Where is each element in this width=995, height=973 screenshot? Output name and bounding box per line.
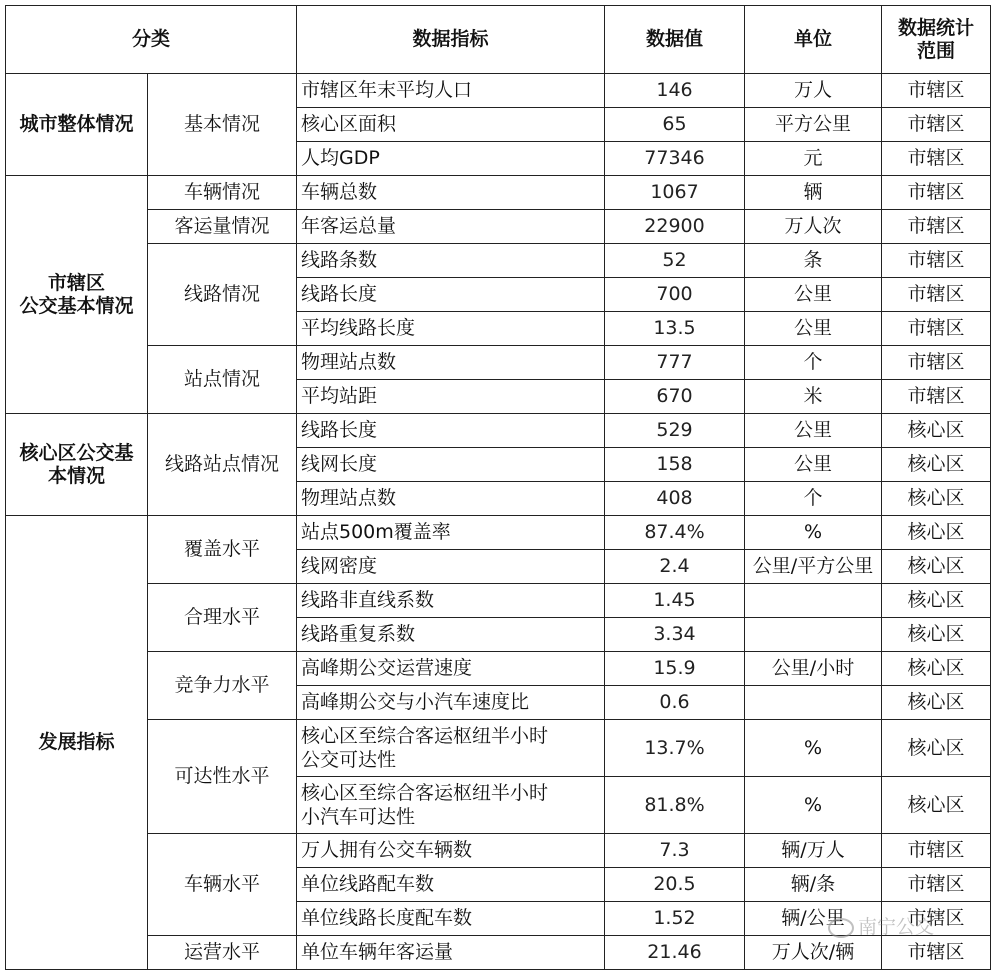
value-cell: 3.34 xyxy=(605,618,745,652)
value-cell: 7.3 xyxy=(605,834,745,868)
table-row xyxy=(6,346,991,380)
value-cell: 1067 xyxy=(605,176,745,210)
indicator-cell: 线路长度 xyxy=(297,278,605,312)
table-row xyxy=(6,176,991,210)
indicator-cell xyxy=(297,720,605,777)
indicator-cell: 人均GDP xyxy=(297,142,605,176)
group-district-line2: 公交基本情况 xyxy=(19,294,134,317)
scope-cell: 核心区 xyxy=(882,482,991,516)
header-indicator: 数据指标 xyxy=(297,6,605,74)
indicator-cell: 年客运总量 xyxy=(297,210,605,244)
watermark-text: 南宁公交 xyxy=(858,916,935,938)
header-unit: 单位 xyxy=(745,6,882,74)
unit-cell xyxy=(745,686,882,720)
scope-cell: 市辖区 xyxy=(882,74,991,108)
unit-cell xyxy=(745,584,882,618)
table-row xyxy=(6,210,991,244)
value-cell: 529 xyxy=(605,414,745,448)
table-row xyxy=(6,74,991,108)
header-scope xyxy=(882,6,991,74)
value-cell: 2.4 xyxy=(605,550,745,584)
unit-cell: 公里 xyxy=(745,278,882,312)
unit-cell: 条 xyxy=(745,244,882,278)
group-city-overall: 城市整体情况 xyxy=(6,74,148,176)
group-development: 发展指标 xyxy=(6,516,148,970)
unit-cell: 公里 xyxy=(745,448,882,482)
indicator-cell: 线路非直线系数 xyxy=(297,584,605,618)
unit-cell: 辆 xyxy=(745,176,882,210)
unit-cell: 公里 xyxy=(745,312,882,346)
unit-cell: 万人次/辆 xyxy=(745,936,882,970)
group-district-line1: 市辖区 xyxy=(47,271,105,294)
value-cell: 65 xyxy=(605,108,745,142)
indicator-cell: 线网密度 xyxy=(297,550,605,584)
indicator-cell: 站点500m覆盖率 xyxy=(297,516,605,550)
scope-cell: 市辖区 xyxy=(882,278,991,312)
value-cell: 408 xyxy=(605,482,745,516)
table-row xyxy=(6,720,991,777)
subgroup-competitiveness: 竞争力水平 xyxy=(148,652,297,720)
scope-cell: 市辖区 xyxy=(882,142,991,176)
indicator-cell: 车辆总数 xyxy=(297,176,605,210)
unit-cell: 平方公里 xyxy=(745,108,882,142)
table-row xyxy=(6,834,991,868)
scope-cell: 市辖区 xyxy=(882,834,991,868)
scope-cell: 市辖区 xyxy=(882,902,991,936)
value-cell: 0.6 xyxy=(605,686,745,720)
indicator-line2: 公交可达性 xyxy=(301,749,397,771)
indicator-cell: 市辖区年末平均人口 xyxy=(297,74,605,108)
unit-cell: 辆/万人 xyxy=(745,834,882,868)
subgroup-stops: 站点情况 xyxy=(148,346,297,414)
value-cell: 15.9 xyxy=(605,652,745,686)
indicator-cell: 线路条数 xyxy=(297,244,605,278)
unit-cell: % xyxy=(745,720,882,777)
indicator-cell: 单位线路配车数 xyxy=(297,868,605,902)
unit-cell: % xyxy=(745,516,882,550)
scope-cell: 核心区 xyxy=(882,652,991,686)
value-cell: 87.4% xyxy=(605,516,745,550)
scope-cell: 市辖区 xyxy=(882,244,991,278)
value-cell: 81.8% xyxy=(605,777,745,834)
value-cell: 77346 xyxy=(605,142,745,176)
indicator-line2: 小汽车可达性 xyxy=(301,806,416,828)
scope-cell: 核心区 xyxy=(882,414,991,448)
subgroup-passenger: 客运量情况 xyxy=(148,210,297,244)
value-cell: 1.45 xyxy=(605,584,745,618)
group-core-line2: 本情况 xyxy=(47,464,105,487)
value-cell: 158 xyxy=(605,448,745,482)
value-cell: 777 xyxy=(605,346,745,380)
scope-cell: 核心区 xyxy=(882,516,991,550)
unit-cell: 公里/小时 xyxy=(745,652,882,686)
scope-cell: 核心区 xyxy=(882,777,991,834)
indicator-cell xyxy=(297,777,605,834)
table-row xyxy=(6,652,991,686)
subgroup-route-stops: 线路站点情况 xyxy=(148,414,297,516)
scope-cell: 市辖区 xyxy=(882,346,991,380)
subgroup-operation: 运营水平 xyxy=(148,936,297,970)
indicator-line1: 核心区至综合客运枢纽半小时 xyxy=(301,782,549,804)
table-row xyxy=(6,584,991,618)
unit-cell: 公里/平方公里 xyxy=(745,550,882,584)
subgroup-rationality: 合理水平 xyxy=(148,584,297,652)
scope-cell: 核心区 xyxy=(882,584,991,618)
unit-cell: % xyxy=(745,777,882,834)
header-category: 分类 xyxy=(6,6,297,74)
indicator-cell: 线路长度 xyxy=(297,414,605,448)
table-row xyxy=(6,936,991,970)
scope-cell: 核心区 xyxy=(882,720,991,777)
indicator-cell: 单位线路长度配车数 xyxy=(297,902,605,936)
scope-cell: 市辖区 xyxy=(882,936,991,970)
table-row xyxy=(6,516,991,550)
value-cell: 21.46 xyxy=(605,936,745,970)
unit-cell: 个 xyxy=(745,482,882,516)
unit-cell xyxy=(745,618,882,652)
indicator-cell: 线网长度 xyxy=(297,448,605,482)
header-row xyxy=(6,6,991,74)
scope-cell: 市辖区 xyxy=(882,868,991,902)
subgroup-coverage: 覆盖水平 xyxy=(148,516,297,584)
scope-cell: 核心区 xyxy=(882,618,991,652)
unit-cell: 辆/条 xyxy=(745,868,882,902)
group-core-line1: 核心区公交基 xyxy=(19,441,134,464)
unit-cell: 辆/公里 xyxy=(745,902,882,936)
unit-cell: 万人 xyxy=(745,74,882,108)
unit-cell: 公里 xyxy=(745,414,882,448)
value-cell: 52 xyxy=(605,244,745,278)
header-value: 数据值 xyxy=(605,6,745,74)
indicator-line1: 核心区至综合客运枢纽半小时 xyxy=(301,725,549,747)
indicator-cell: 高峰期公交运营速度 xyxy=(297,652,605,686)
value-cell: 146 xyxy=(605,74,745,108)
header-scope-line2: 范围 xyxy=(916,39,955,62)
subgroup-vehicles: 车辆情况 xyxy=(148,176,297,210)
scope-cell: 市辖区 xyxy=(882,176,991,210)
unit-cell: 个 xyxy=(745,346,882,380)
table-row xyxy=(6,414,991,448)
scope-cell: 核心区 xyxy=(882,686,991,720)
group-district-transit xyxy=(6,176,148,414)
scope-cell: 市辖区 xyxy=(882,210,991,244)
indicator-cell: 单位车辆年客运量 xyxy=(297,936,605,970)
group-core-transit xyxy=(6,414,148,516)
value-cell: 20.5 xyxy=(605,868,745,902)
value-cell: 22900 xyxy=(605,210,745,244)
value-cell: 13.7% xyxy=(605,720,745,777)
table-row xyxy=(6,244,991,278)
indicator-cell: 物理站点数 xyxy=(297,346,605,380)
indicator-cell: 物理站点数 xyxy=(297,482,605,516)
indicator-cell: 高峰期公交与小汽车速度比 xyxy=(297,686,605,720)
value-cell: 670 xyxy=(605,380,745,414)
scope-cell: 市辖区 xyxy=(882,312,991,346)
subgroup-accessibility: 可达性水平 xyxy=(148,720,297,834)
statistics-table xyxy=(5,5,991,970)
scope-cell: 核心区 xyxy=(882,550,991,584)
subgroup-vehicle-level: 车辆水平 xyxy=(148,834,297,936)
indicator-cell: 万人拥有公交车辆数 xyxy=(297,834,605,868)
unit-cell: 元 xyxy=(745,142,882,176)
scope-cell: 核心区 xyxy=(882,448,991,482)
unit-cell: 万人次 xyxy=(745,210,882,244)
subgroup-routes: 线路情况 xyxy=(148,244,297,346)
unit-cell: 米 xyxy=(745,380,882,414)
value-cell: 1.52 xyxy=(605,902,745,936)
scope-cell: 市辖区 xyxy=(882,380,991,414)
header-scope-line1: 数据统计 xyxy=(897,16,974,39)
subgroup-basic: 基本情况 xyxy=(148,74,297,176)
indicator-cell: 平均线路长度 xyxy=(297,312,605,346)
indicator-cell: 线路重复系数 xyxy=(297,618,605,652)
indicator-cell: 平均站距 xyxy=(297,380,605,414)
scope-cell: 市辖区 xyxy=(882,108,991,142)
indicator-cell: 核心区面积 xyxy=(297,108,605,142)
value-cell: 13.5 xyxy=(605,312,745,346)
value-cell: 700 xyxy=(605,278,745,312)
